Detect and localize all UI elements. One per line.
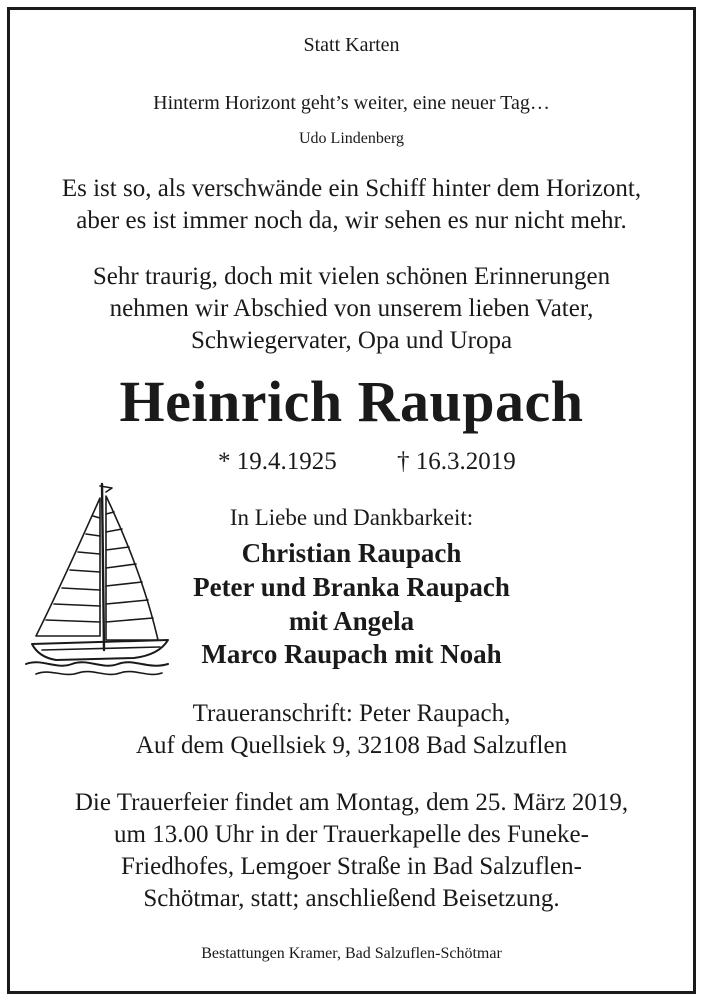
intro-line-1: Sehr traurig, doch mit vielen schönen Erinnerungen	[92, 263, 611, 290]
deceased-name: Heinrich Raupach	[119, 369, 584, 434]
death-date: † 16.3.2019	[397, 448, 516, 475]
intro-line-3: Schwiegervater, Opa und Uropa	[190, 327, 513, 354]
quote-author: Udo Lindenberg	[298, 130, 404, 147]
intro-line-2: nehmen wir Abschied von unserem lieben Vater,	[109, 295, 594, 322]
address-line-2: Auf dem Quellsiek 9, 32108 Bad Salzuflen	[135, 732, 568, 759]
header-label: Statt Karten	[303, 34, 400, 56]
quote-text: Hinterm Horizont geht’s weiter, eine neuer Tag…	[153, 92, 550, 114]
birth-date: * 19.4.1925	[218, 448, 337, 475]
address-line-1: Traueranschrift: Peter Raupach,	[192, 700, 511, 727]
ceremony-line-4: Schötmar, statt; anschließend Beisetzung.	[143, 885, 560, 912]
ceremony-line-3: Friedhofes, Lemgoer Straße in Bad Salzuflen-	[121, 853, 582, 880]
verse-line-1: Es ist so, als verschwände ein Schiff hinter dem Horizont,	[61, 175, 642, 202]
mourner-3: mit Angela	[288, 606, 415, 636]
ceremony-line-1: Die Trauerfeier findet am Montag, dem 25. März 2019,	[74, 789, 629, 816]
ceremony-line-2: um 13.00 Uhr in der Trauerkapelle des Funeke-	[114, 821, 589, 848]
verse-line-2: aber es ist immer noch da, wir sehen es nur nicht mehr.	[76, 207, 627, 234]
mourner-2: Peter und Branka Raupach	[193, 572, 510, 602]
mourner-1: Christian Raupach	[241, 538, 462, 568]
mourners-intro: In Liebe und Dankbarkeit:	[229, 505, 474, 530]
mourner-4: Marco Raupach mit Noah	[201, 639, 502, 669]
footer-funeral-home: Bestattungen Kramer, Bad Salzuflen-Schötmar	[201, 945, 502, 962]
